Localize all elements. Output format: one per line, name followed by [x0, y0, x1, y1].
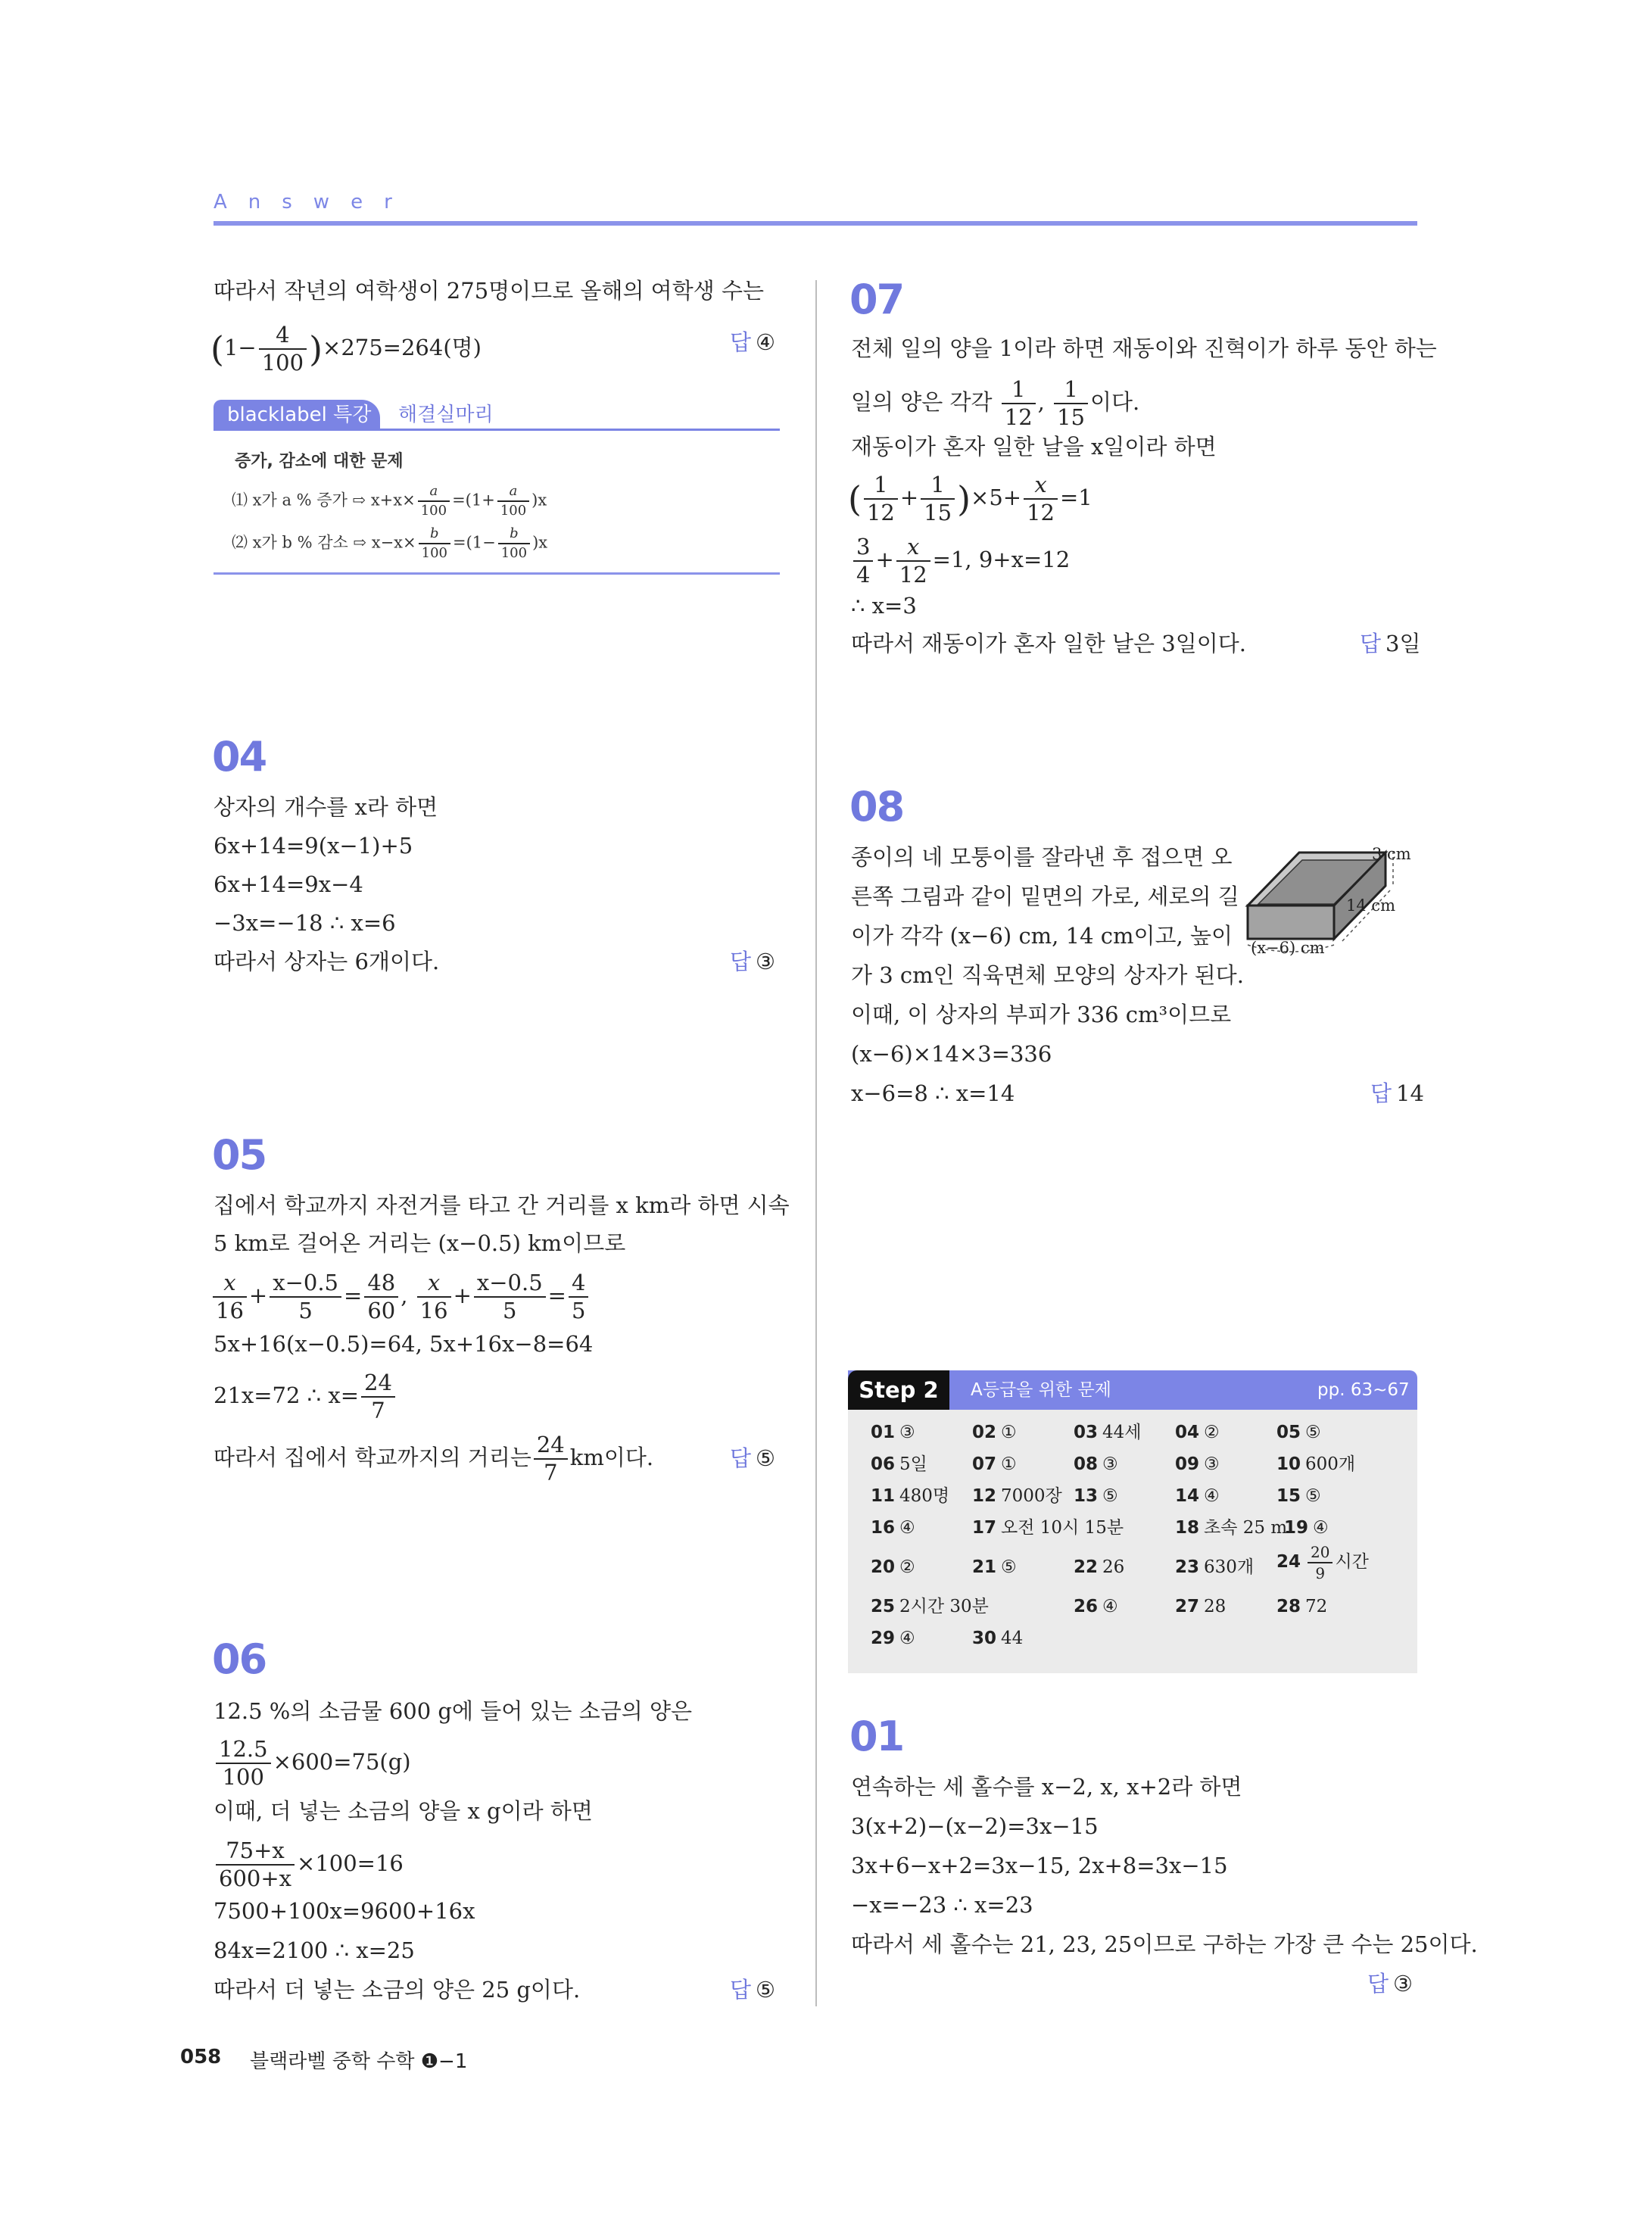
- grid-item: 03 44세: [1074, 1423, 1142, 1442]
- grid-item: 22 26: [1074, 1557, 1125, 1577]
- question-number-08: 08: [849, 783, 904, 831]
- q01-line: 3x+6−x+2=3x−15, 2x+8=3x−15: [851, 1853, 1228, 1878]
- grid-item: 01 ③: [871, 1423, 915, 1442]
- q06-line-1: 12.5 %의 소금물 600 g에 들어 있는 소금의 양은: [214, 1698, 692, 1724]
- q01-line: 3(x+2)−(x−2)=3x−15: [851, 1813, 1099, 1839]
- q08-line: 종이의 네 모퉁이를 잘라낸 후 접으면 오: [851, 844, 1233, 870]
- grid-item: 23 630개: [1175, 1557, 1255, 1577]
- q08-line: 른쪽 그림과 같이 밑면의 가로, 세로의 길: [851, 884, 1239, 909]
- blacklabel-top-rule: [214, 429, 780, 431]
- blacklabel-row-1: ⑴ x가 a % 증가 ⇨ x+x× $\frac{a}{100}$ =(1+ $\frac{a}{100}$ )x: [232, 483, 547, 519]
- question-number-05: 05: [212, 1131, 267, 1179]
- grid-item: 11 480명: [871, 1486, 950, 1506]
- q07-line-1: 전체 일의 양을 1이라 하면 재동이와 진혁이가 하루 동안 하는: [851, 335, 1437, 361]
- grid-item: 10 600개: [1276, 1454, 1356, 1474]
- q04-line: 6x+14=9x−4: [214, 871, 363, 897]
- grid-item: 09 ③: [1175, 1454, 1220, 1474]
- q08-answer: 답 14: [1370, 1080, 1424, 1106]
- q05-line-6: 따라서 집에서 학교까지의 거리는 $\frac{24}{7}$ km이다.: [214, 1432, 654, 1485]
- q07-line-7: 따라서 재동이가 혼자 일한 날은 3일이다.: [851, 631, 1246, 656]
- box-width-label: (x−6) cm: [1251, 939, 1325, 957]
- q08-line: 이가 각각 (x−6) cm, 14 cm이고, 높이: [851, 923, 1233, 949]
- column-divider: [815, 280, 817, 2006]
- step2-title: A등급을 위한 문제: [971, 1380, 1111, 1400]
- q04-line: 6x+14=9(x−1)+5: [214, 833, 413, 859]
- q05-answer: 답 ⑤: [730, 1445, 776, 1471]
- intro-line-1: 따라서 작년의 여학생이 275명이므로 올해의 여학생 수는: [214, 278, 764, 304]
- grid-item: 13 ⑤: [1074, 1486, 1118, 1506]
- grid-item: 26 ④: [1074, 1597, 1118, 1616]
- grid-item: 19 ④: [1284, 1518, 1329, 1538]
- grid-item: 08 ③: [1074, 1454, 1118, 1474]
- blacklabel-subtitle: 해결실마리: [398, 404, 494, 426]
- grid-item: 06 5일: [871, 1454, 927, 1474]
- box-depth-label: 14 cm: [1346, 896, 1396, 915]
- grid-item: 28 72: [1276, 1597, 1328, 1616]
- question-number-04: 04: [212, 733, 267, 781]
- q04-line: 상자의 개수를 x라 하면: [214, 794, 438, 820]
- grid-item: 05 ⑤: [1276, 1423, 1321, 1442]
- box-front-face: [1248, 906, 1334, 939]
- blacklabel-row-2: ⑵ x가 b % 감소 ⇨ x−x× $\frac{b}{100}$ =(1− $\frac{b}{100}$ )x: [232, 525, 548, 561]
- step2-answer-grid: [848, 1410, 1417, 1673]
- grid-item: 18 초속 25 m: [1175, 1518, 1288, 1538]
- q07-line-6: ∴ x=3: [851, 593, 917, 619]
- q04-answer: 답 ③: [730, 949, 776, 974]
- q08-line: x−6=8 ∴ x=14: [851, 1080, 1015, 1106]
- q04-line: 따라서 상자는 6개이다.: [214, 949, 440, 974]
- blacklabel-bottom-rule: [214, 572, 780, 575]
- grid-item: 15 ⑤: [1276, 1486, 1321, 1506]
- q06-line-4: $\frac{75+x}{600+x}$ ×100=16: [214, 1840, 404, 1890]
- section-title: Answer: [214, 191, 413, 214]
- grid-item: 12 7000장: [972, 1486, 1062, 1506]
- blacklabel-tab: blacklabel 특강: [214, 400, 380, 430]
- q04-line: −3x=−18 ∴ x=6: [214, 910, 396, 936]
- step2-tag: Step 2: [848, 1370, 949, 1410]
- grid-item: 16 ④: [871, 1518, 915, 1538]
- grid-item-24: 24 $\frac{20}{9}$ 시간: [1276, 1543, 1369, 1582]
- intro-line-2: (1− $\frac{4}{100}$ )×275=264(명): [210, 322, 482, 376]
- grid-item: 21 ⑤: [972, 1557, 1017, 1577]
- q07-line-4: ( $\frac{1}{12}$ + $\frac{1}{15}$ )×5+ $\frac{x}{12}$ =1: [848, 472, 1093, 525]
- page-number: 058: [180, 2046, 222, 2068]
- q06-answer: 답 ⑤: [730, 1977, 776, 2003]
- box-height-label: 3 cm: [1372, 845, 1411, 863]
- q05-line-4: 5x+16(x−0.5)=64, 5x+16x−8=64: [214, 1331, 594, 1357]
- grid-item: 07 ①: [972, 1454, 1017, 1474]
- grid-item: 17 오전 10시 15분: [972, 1518, 1124, 1538]
- q08-line: 가 3 cm인 직육면체 모양의 상자가 된다.: [851, 962, 1244, 988]
- q01-answer: 답 ③: [1367, 1971, 1414, 1997]
- q06-line-3: 이때, 더 넣는 소금의 양을 x g이라 하면: [214, 1798, 593, 1824]
- book-title: 블랙라벨 중학 수학 ❶−1: [250, 2050, 468, 2073]
- q05-line-5: 21x=72 ∴ x= $\frac{24}{7}$: [214, 1372, 397, 1422]
- q01-line: 연속하는 세 홀수를 x−2, x, x+2라 하면: [851, 1774, 1242, 1800]
- grid-item: 29 ④: [871, 1629, 915, 1648]
- grid-item: 02 ①: [972, 1423, 1017, 1442]
- question-number-07: 07: [849, 276, 904, 323]
- intro-answer: 답 ④: [730, 329, 776, 355]
- blacklabel-heading: 증가, 감소에 대한 문제: [235, 452, 404, 471]
- q08-line: (x−6)×14×3=336: [851, 1041, 1052, 1067]
- question-number-01: 01: [849, 1713, 904, 1760]
- grid-item: 20 ②: [871, 1557, 915, 1577]
- q05-line-2: 5 km로 걸어온 거리는 (x−0.5) km이므로: [214, 1230, 626, 1256]
- q07-answer: 답 3일: [1360, 631, 1421, 656]
- q06-line-6: 84x=2100 ∴ x=25: [214, 1937, 415, 1963]
- q05-line-1: 집에서 학교까지 자전거를 타고 간 거리를 x km라 하면 시속: [214, 1192, 790, 1218]
- q01-line: 따라서 세 홀수는 21, 23, 25이므로 구하는 가장 큰 수는 25이다.: [851, 1931, 1478, 1957]
- grid-item: 30 44: [972, 1629, 1024, 1648]
- grid-item: 04 ②: [1175, 1423, 1220, 1442]
- grid-item: 27 28: [1175, 1597, 1227, 1616]
- q07-line-5: $\frac{3}{4}$ + $\frac{x}{12}$ =1, 9+x=12: [851, 536, 1070, 586]
- grid-item: 25 2시간 30분: [871, 1597, 989, 1616]
- q05-equation: $\frac{x}{16}$ + $\frac{x-0.5}{5}$ = $\frac{48}{60}$ , $\frac{x}{16}$ + $\frac{x-0.5}{5}$ = $\frac{4}{5}$: [210, 1272, 591, 1322]
- q08-line: 이때, 이 상자의 부피가 336 cm³이므로: [851, 1002, 1232, 1027]
- q06-line-2: $\frac{12.5}{100}$ ×600=75(g): [214, 1738, 411, 1788]
- q07-line-3: 재동이가 혼자 일한 날을 x일이라 하면: [851, 434, 1217, 460]
- q07-line-2: 일의 양은 각각 $\frac{1}{12}$ , $\frac{1}{15}$ 이다.: [851, 376, 1140, 430]
- header-rule: [214, 221, 1417, 226]
- q01-line: −x=−23 ∴ x=23: [851, 1892, 1033, 1918]
- q06-line-7: 따라서 더 넣는 소금의 양은 25 g이다.: [214, 1977, 581, 2003]
- question-number-06: 06: [212, 1635, 267, 1683]
- q06-line-5: 7500+100x=9600+16x: [214, 1898, 475, 1924]
- step2-pages: pp. 63~67: [1317, 1380, 1410, 1400]
- grid-item: 14 ④: [1175, 1486, 1220, 1506]
